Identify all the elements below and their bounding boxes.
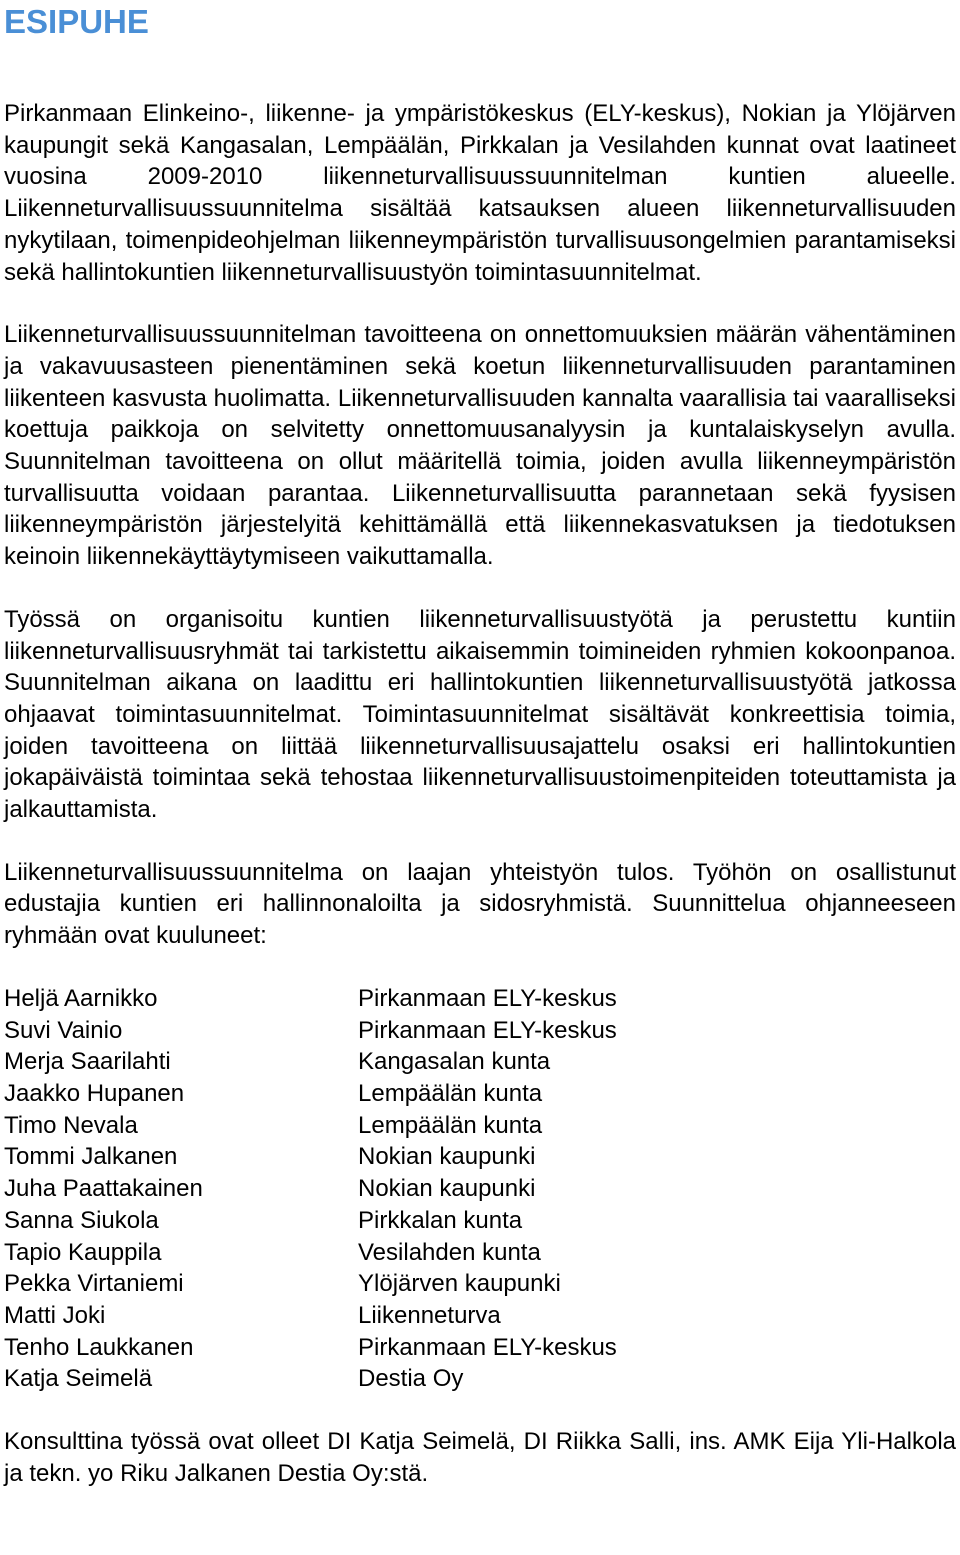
paragraph-intro: Pirkanmaan Elinkeino-, liikenne- ja ympäristökeskus (ELY-keskus), Nokian ja Ylöjärven kaupungit sekä Kangasalan, Lempäälän, Pirkkalan ja Vesilahden kunnat ovat laatineet vuosina 2009-2010 liikenneturvallisuussuunnitelman kuntien alueelle. Liikenneturvallisuussuunnitelma sisältää katsauksen alueen liikenneturvallisuuden nykytilaan, toimenpideohjelman liikenneympäristön turvallisuusongelmien parantamiseksi sekä hallintokuntien liikenneturvallisuustyön toimintasuunnitelmat. <box>4 100 956 286</box>
member-name: Jaakko Hupanen <box>4 1079 185 1107</box>
member-organisation: Liikenneturva <box>358 1301 501 1329</box>
member-organisation: Lempäälän kunta <box>358 1111 543 1139</box>
member-name: Heljä Aarnikko <box>4 984 158 1012</box>
member-organisation: Destia Oy <box>358 1365 464 1393</box>
member-row <box>4 1015 956 1047</box>
member-name: Tommi Jalkanen <box>4 1143 178 1171</box>
member-organisation: Pirkanmaan ELY-keskus <box>358 1016 617 1044</box>
member-organisation: Kangasalan kunta <box>358 1048 551 1076</box>
member-organisation: Nokian kaupunki <box>358 1143 536 1171</box>
member-name: Timo Nevala <box>4 1111 138 1139</box>
paragraph-spacer <box>4 573 956 604</box>
member-organisation: Ylöjärven kaupunki <box>358 1270 561 1298</box>
paragraph-spacer <box>4 826 956 857</box>
member-organisation: Nokian kaupunki <box>358 1175 536 1203</box>
member-organisation: Lempäälän kunta <box>358 1079 543 1107</box>
paragraph-goals: Liikenneturvallisuussuunnitelman tavoitteena on onnettomuuksien määrän vähentäminen ja vakavuusasteen pienentäminen sekä koetun liikenneturvallisuuden parantaminen liikenteen kasvusta huolimatta. Liikenneturvallisuuden kannalta vaarallisia tai vaaralliseksi koettuja paikkoja on selvitetty onnettomuusanalyysin ja kuntalaiskyselyn avulla. Suunnitelman tavoitteena on ollut määritellä toimia, joiden avulla liikenneympäristön turvallisuutta voidaan parantaa. Liikenneturvallisuutta parannetaan sekä fyysisen liikenneympäristön järjestelyitä kehittämällä että liikennekasvatuksen ja tiedotuksen keinoin liikennekäyttäytymiseen vaikuttamalla. <box>4 321 956 571</box>
member-name: Suvi Vainio <box>4 1016 123 1044</box>
paragraph-cooperation: Liikenneturvallisuussuunnitelma on laajan yhteistyön tulos. Työhön on osallistunut edustajia kuntien eri hallinnonaloilta ja sidosryhmistä. Suunnittelua ohjanneeseen ryhmään ovat kuuluneet: <box>4 858 956 950</box>
member-name: Tenho Laukkanen <box>4 1333 194 1361</box>
member-row <box>4 1110 956 1142</box>
member-row <box>4 1046 956 1078</box>
member-organisation: Pirkkalan kunta <box>358 1206 523 1234</box>
member-name: Pekka Virtaniemi <box>4 1270 184 1298</box>
member-row <box>4 1268 956 1300</box>
member-name: Juha Paattakainen <box>4 1175 203 1203</box>
paragraph-organisation: Työssä on organisoitu kuntien liikenneturvallisuustyötä ja perustettu kuntiin liikenneturvallisuusryhmät tai tarkistettu aikaisemmin toimineiden ryhmien kokoonpanoa. Suunnitelman aikana on laadittu eri hallintokuntien liikenneturvallisuustyötä jatkossa ohjaavat toimintasuunnitelmat. Toimintasuunnitelmat sisältävät konkreettisia toimia, joiden tavoitteena on liittää liikenneturvallisuusajattelu osaksi eri hallintokuntien jokapäiväistä toimintaa sekä tehostaa liikenneturvallisuustoimenpiteiden toteuttamista ja jalkauttamista. <box>4 605 956 824</box>
member-row <box>4 1078 956 1110</box>
member-row <box>4 1363 956 1395</box>
member-row <box>4 1173 956 1205</box>
paragraph-spacer <box>4 1395 956 1426</box>
paragraph-spacer <box>4 952 956 983</box>
member-organisation: Pirkanmaan ELY-keskus <box>358 984 617 1012</box>
member-name: Matti Joki <box>4 1301 106 1329</box>
member-row <box>4 1332 956 1364</box>
steering-group-list <box>4 983 956 1395</box>
paragraph-consultants: Konsulttina työssä ovat olleet DI Katja Seimelä, DI Riikka Salli, ins. AMK Eija Yli-Halkola ja tekn. yo Riku Jalkanen Destia Oy:stä. <box>4 1428 956 1487</box>
member-row <box>4 983 956 1015</box>
member-name: Sanna Siukola <box>4 1206 159 1234</box>
member-row <box>4 1300 956 1332</box>
page-title: ESIPUHE <box>4 3 149 40</box>
paragraph-spacer <box>4 288 956 319</box>
member-name: Tapio Kauppila <box>4 1238 162 1266</box>
member-organisation: Pirkanmaan ELY-keskus <box>358 1333 617 1361</box>
member-name: Katja Seimelä <box>4 1365 153 1393</box>
member-row <box>4 1205 956 1237</box>
member-row <box>4 1141 956 1173</box>
member-name: Merja Saarilahti <box>4 1048 171 1076</box>
member-organisation: Vesilahden kunta <box>358 1238 541 1266</box>
member-row <box>4 1237 956 1269</box>
